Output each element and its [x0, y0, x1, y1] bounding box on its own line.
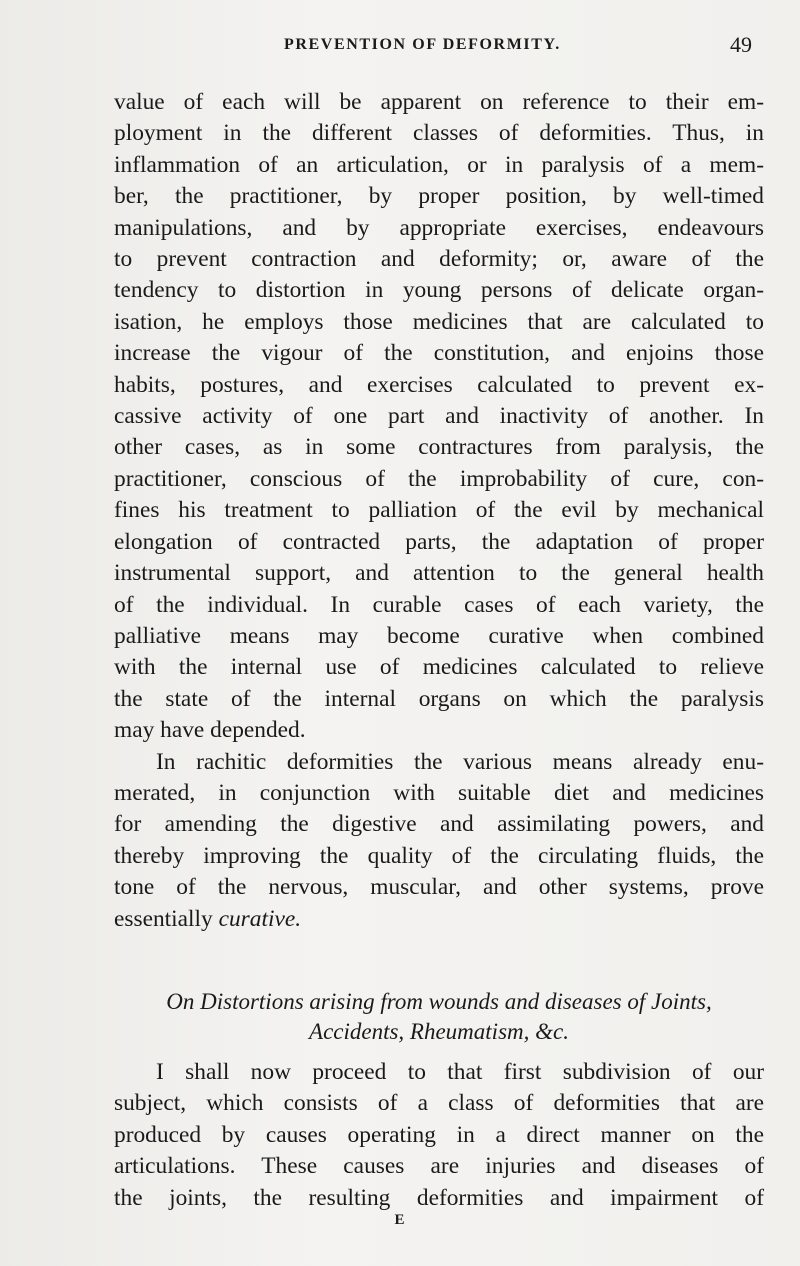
- paragraph-3: [114, 1057, 764, 1214]
- section-heading: [114, 987, 764, 1047]
- text-line: habits, postures, and exercises calculated to prevent ex-: [114, 371, 764, 398]
- text-line: for amending the digestive and assimilating powers, and: [114, 811, 764, 838]
- text-line: In rachitic deformities the various means already enu-: [156, 748, 764, 775]
- text-line: tone of the nervous, muscular, and other systems, prove: [114, 874, 764, 901]
- text-line: with the internal use of medicines calculated to relieve: [114, 654, 764, 681]
- text-line: subject, which consists of a class of deformities that are: [114, 1090, 764, 1117]
- body-text: [114, 87, 764, 1214]
- text-line: merated, in conjunction with suitable diet and medicines: [114, 779, 764, 806]
- text-line: articulations. These causes are injuries and diseases of: [114, 1153, 764, 1180]
- text-line: instrumental support, and attention to the general health: [114, 560, 764, 587]
- text-line: the state of the internal organs on which the paralysis: [114, 685, 764, 712]
- text-line: to prevent contraction and deformity; or, aware of the: [114, 246, 764, 273]
- text-line: other cases, as in some contractures from paralysis, the: [114, 434, 764, 461]
- text-line: produced by causes operating in a direct manner on the: [114, 1121, 764, 1148]
- section-heading-line-2: Accidents, Rheumatism, &c.: [309, 1018, 569, 1044]
- text-line: ployment in the different classes of deformities. Thus, in: [114, 120, 764, 147]
- text-line: I shall now proceed to that first subdivision of our: [156, 1058, 764, 1085]
- paragraph-1: [114, 87, 764, 747]
- page-header: [0, 32, 800, 62]
- text-line: thereby improving the quality of the circulating fluids, the: [114, 842, 764, 869]
- text-line: cassive activity of one part and inactivity of another. In: [114, 403, 764, 430]
- text-line: ber, the practitioner, by proper position, by well-timed: [114, 183, 764, 210]
- text-line: of the individual. In curable cases of each variety, the: [114, 591, 764, 618]
- text-line: tendency to distortion in young persons of delicate organ-: [114, 277, 764, 304]
- text-fragment: essentially: [114, 905, 219, 932]
- italic-word: curative.: [218, 905, 302, 932]
- running-head: PREVENTION OF DEFORMITY.: [284, 36, 561, 53]
- text-line: fines his treatment to palliation of the evil by mechanical: [114, 497, 764, 524]
- text-line: value of each will be apparent on reference to their em-: [114, 89, 764, 115]
- text-line: the joints, the resulting deformities and impairment of: [114, 1184, 764, 1211]
- text-line: palliative means may become curative when combined: [114, 622, 764, 649]
- section-heading-line-1: On Distortions arising from wounds and diseases of Joints,: [166, 988, 712, 1014]
- text-line: increase the vigour of the constitution, and enjoins those: [114, 340, 764, 367]
- text-line: isation, he employs those medicines that are calculated to: [114, 308, 764, 335]
- signature-mark: E: [394, 1212, 406, 1228]
- text-line: inflammation of an articulation, or in paralysis of a mem-: [114, 151, 764, 178]
- page-number: 49: [730, 32, 752, 57]
- text-line: elongation of contracted parts, the adaptation of proper: [114, 528, 764, 555]
- text-line: [114, 904, 764, 935]
- text-line: may have depended.: [114, 717, 306, 744]
- text-line: practitioner, conscious of the improbability of cure, con-: [114, 465, 764, 492]
- text-line: manipulations, and by appropriate exercises, endeavours: [114, 214, 764, 241]
- paragraph-2: [114, 747, 764, 935]
